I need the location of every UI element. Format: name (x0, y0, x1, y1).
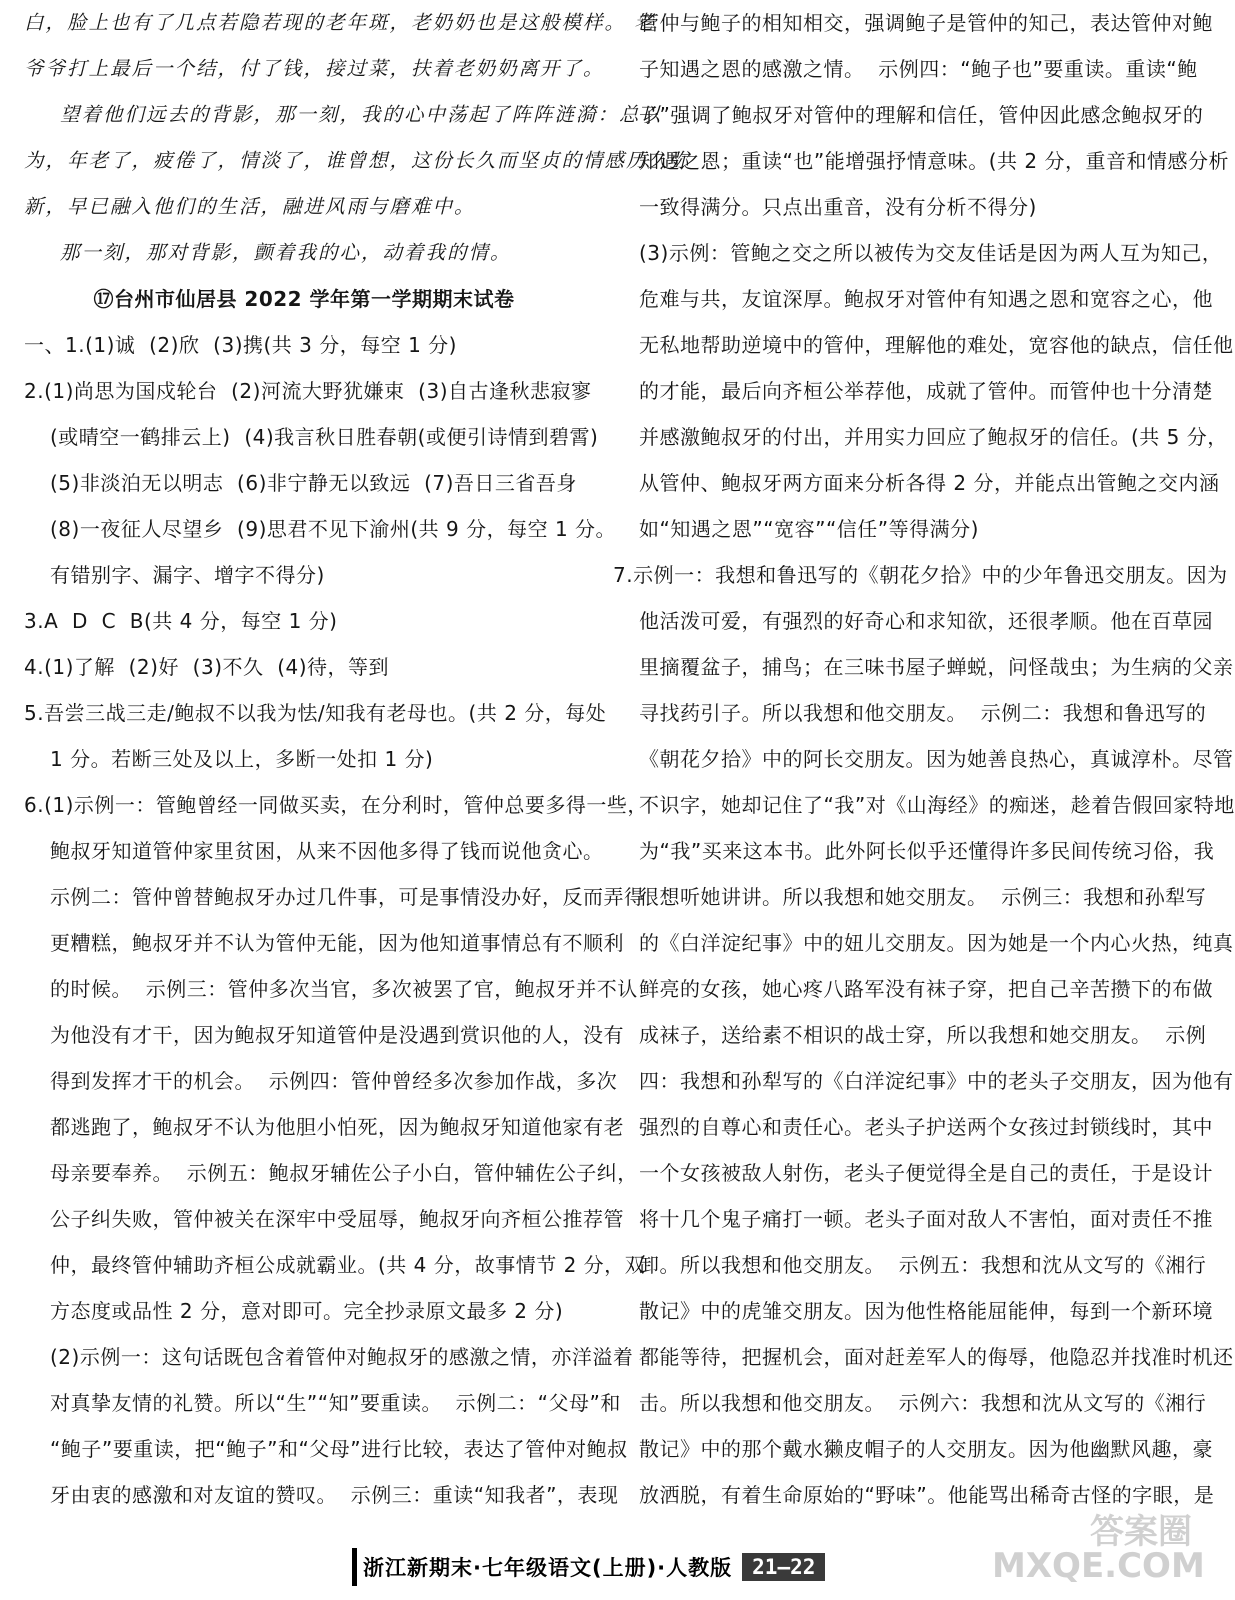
right-line: 子知遇之恩的感激之情。 示例四：“鲍子也”要重读。重读“鲍 (639, 57, 1198, 81)
right-line: 强烈的自尊心和责任心。老头子护送两个女孩过封锁线时，其中 (639, 1115, 1213, 1139)
left-line: 望着他们远去的背影，那一刻，我的心中荡起了阵阵涟漪：总以 (60, 103, 663, 126)
right-line: 鲜亮的女孩，她心疼八路军没有袜子穿，把自己辛苦攒下的布做 (639, 977, 1213, 1001)
left-line: 爷爷打上最后一个结，付了钱，接过菜，扶着老奶奶离开了。 (24, 57, 605, 80)
right-line: 7.示例一：我想和鲁迅写的《朝花夕拾》中的少年鲁迅交朋友。因为 (613, 563, 1228, 587)
right-line: 四：我想和孙犁写的《白洋淀纪事》中的老头子交朋友，因为他有 (639, 1069, 1234, 1093)
right-column (613, 0, 1235, 1518)
footer-bar (352, 1548, 357, 1586)
right-line: 击。所以我想和他交朋友。 示例六：我想和沈从文写的《湘行 (639, 1391, 1207, 1415)
right-line: 散记》中的那个戴水獭皮帽子的人交朋友。因为他幽默风趣，豪 (639, 1437, 1213, 1461)
left-line: (2)示例一：这句话既包含着管仲对鲍叔牙的感激之情，亦洋溢着 (50, 1345, 634, 1369)
left-line: 母亲要奉养。 示例五：鲍叔牙辅佐公子小白，管仲辅佐公子纠， (50, 1161, 638, 1185)
left-line: ⑰台州市仙居县 2022 学年第一学期期末试卷 (93, 287, 515, 311)
left-line: “鲍子”要重读，把“鲍子”和“父母”进行比较，表达了管仲对鲍叔 (50, 1437, 628, 1461)
left-line: 6.(1)示例一：管鲍曾经一同做买卖，在分利时，管仲总要多得一些， (24, 793, 648, 817)
right-line: 一致得满分。只点出重音，没有分析不得分) (639, 195, 1037, 219)
right-line: 如“知遇之恩”“宽容”“信任”等得满分) (639, 517, 979, 541)
left-line: 为他没有才干，因为鲍叔牙知道管仲是没遇到赏识他的人，没有 (50, 1023, 624, 1047)
right-line: 管仲与鲍子的相知相交，强调鲍子是管仲的知己，表达管仲对鲍 (639, 11, 1213, 35)
left-line: 2.(1)尚思为国戍轮台 (2)河流大野犹嫌束 (3)自古逢秋悲寂寥 (24, 379, 592, 403)
left-line: 都逃跑了，鲍叔牙不认为他胆小怕死，因为鲍叔牙知道他家有老 (50, 1115, 624, 1139)
right-line: 一个女孩被敌人射伤，老头子便觉得全是自己的责任，于是设计 (639, 1161, 1213, 1185)
right-line: 子”强调了鲍叔牙对管仲的理解和信任，管仲因此感念鲍叔牙的 (639, 103, 1204, 127)
right-line: 成袜子，送给素不相识的战士穿，所以我想和她交朋友。 示例 (639, 1023, 1207, 1047)
right-line: 他活泼可爱，有强烈的好奇心和求知欲，还很孝顺。他在百草园 (639, 609, 1213, 633)
left-line: 公子纠失败，管仲被关在深牢中受屈辱，鲍叔牙向齐桓公推荐管 (50, 1207, 624, 1231)
left-line: 为，年老了，疲倦了，情淡了，谁曾想，这份长久而坚贞的情感历久弥 (24, 149, 691, 172)
right-line: 很想听她讲讲。所以我想和她交朋友。 示例三：我想和孙犁写 (639, 885, 1207, 909)
right-line: 《朝花夕拾》中的阿长交朋友。因为她善良热心，真诚淳朴。尽管 (639, 747, 1234, 771)
footer-page-number: 21—22 (742, 1553, 825, 1581)
left-line: 1 分。若断三处及以上，多断一处扣 1 分) (50, 747, 434, 771)
right-line: 卸。所以我想和他交朋友。 示例五：我想和沈从文写的《湘行 (639, 1253, 1207, 1277)
footer-title: 浙江新期末·七年级语文(上册)·人教版 (363, 1556, 733, 1580)
right-line: 散记》中的虎雏交朋友。因为他性格能屈能伸，每到一个新环境 (639, 1299, 1213, 1323)
left-line: 得到发挥才干的机会。 示例四：管仲曾经多次参加作战，多次 (50, 1069, 618, 1093)
right-line: 里摘覆盆子，捕鸟；在三味书屋子蝉蜕，问怪哉虫；为生病的父亲 (639, 655, 1234, 679)
right-line: 并感激鲍叔牙的付出，并用实力回应了鲍叔牙的信任。(共 5 分， (639, 425, 1228, 449)
left-line: (8)一夜征人尽望乡 (9)思君不见下渝州(共 9 分，每空 1 分。 (50, 517, 617, 541)
right-line: 将十几个鬼子痛打一顿。老头子面对敌人不害怕，面对责任不推 (639, 1207, 1213, 1231)
page-footer (352, 1547, 852, 1587)
left-line: 方态度或品性 2 分，意对即可。完全抄录原文最多 2 分) (50, 1299, 564, 1323)
right-line: 从管仲、鲍叔牙两方面来分析各得 2 分，并能点出管鲍之交内涵 (639, 471, 1220, 495)
left-line: 那一刻，那对背影，颤着我的心，动着我的情。 (60, 241, 512, 264)
right-line: 都能等待，把握机会，面对赶差军人的侮辱，他隐忍并找准时机还 (639, 1345, 1234, 1369)
left-line: 示例二：管仲曾替鲍叔牙办过几件事，可是事情没办好，反而弄得 (50, 885, 645, 909)
left-column (24, 0, 691, 1518)
left-line: 一、1.(1)诚 (2)欣 (3)携(共 3 分，每空 1 分) (24, 333, 457, 357)
watermark: 答案圈 MXQE.COM (992, 1512, 1205, 1586)
right-line: 危难与共，友谊深厚。鲍叔牙对管仲有知遇之恩和宽容之心，他 (639, 287, 1213, 311)
right-line: 无私地帮助逆境中的管仲，理解他的难处，宽容他的缺点，信任他 (639, 333, 1234, 357)
left-line: 3.A D C B(共 4 分，每空 1 分) (24, 609, 338, 633)
left-line: 对真挚友情的礼赞。所以“生”“知”要重读。 示例二：“父母”和 (50, 1391, 621, 1415)
right-line: 的《白洋淀纪事》中的妞儿交朋友。因为她是一个内心火热，纯真 (639, 931, 1234, 955)
left-line: 新，早已融入他们的生活，融进风雨与磨难中。 (24, 195, 476, 218)
left-line: 牙由衷的感激和对友谊的赞叹。 示例三：重读“知我者”，表现 (50, 1483, 619, 1507)
left-line: 仲，最终管仲辅助齐桓公成就霸业。(共 4 分，故事情节 2 分，双 (50, 1253, 646, 1277)
left-line: 4.(1)了解 (2)好 (3)不久 (4)待，等到 (24, 655, 390, 679)
right-line: (3)示例：管鲍之交之所以被传为交友佳话是因为两人互为知己， (639, 241, 1223, 265)
right-line: 为“我”买来这本书。此外阿长似乎还懂得许多民间传统习俗，我 (639, 839, 1215, 863)
right-line: 知遇之恩；重读“也”能增强抒情意味。(共 2 分，重音和情感分析 (639, 149, 1229, 173)
left-line: 有错别字、漏字、增字不得分) (50, 563, 325, 587)
left-line: (5)非淡泊无以明志 (6)非宁静无以致远 (7)吾日三省吾身 (50, 471, 577, 495)
left-line: (或晴空一鹤排云上) (4)我言秋日胜春朝(或便引诗情到碧霄) (50, 425, 599, 449)
right-line: 寻找药引子。所以我想和他交朋友。 示例二：我想和鲁迅写的 (639, 701, 1207, 725)
left-line: 白，脸上也有了几点若隐若现的老年斑，老奶奶也是这般模样。 老 (24, 11, 656, 34)
right-line: 不识字，她却记住了“我”对《山海经》的痴迷，趁着告假回家特地 (639, 793, 1235, 817)
left-line: 更糟糕，鲍叔牙并不认为管仲无能，因为他知道事情总有不顺利 (50, 931, 624, 955)
right-line: 放洒脱，有着生命原始的“野味”。他能骂出稀奇古怪的字眼，是 (639, 1483, 1215, 1507)
left-line: 的时候。 示例三：管仲多次当官，多次被罢了官，鲍叔牙并不认 (50, 977, 638, 1001)
right-line: 的才能，最后向齐桓公举荐他，成就了管仲。而管仲也十分清楚 (639, 379, 1213, 403)
left-line: 鲍叔牙知道管仲家里贫困，从来不因他多得了钱而说他贪心。 (50, 839, 604, 863)
left-line: 5.吾尝三战三走/鲍叔不以我为怯/知我有老母也。(共 2 分，每处 (24, 701, 607, 725)
